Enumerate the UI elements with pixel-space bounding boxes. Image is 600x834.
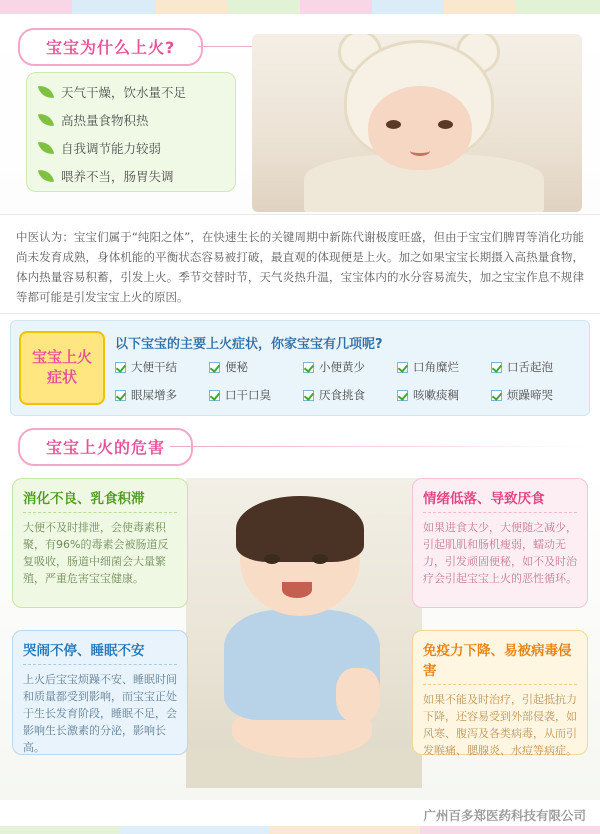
checkbox-icon[interactable]	[209, 390, 220, 401]
symptom-checkbox-item[interactable]	[397, 359, 489, 375]
harm-card-digestion	[12, 478, 188, 608]
baby-mouth	[282, 582, 312, 598]
symptom-checkbox-item[interactable]	[115, 387, 207, 403]
checkbox-icon[interactable]	[397, 362, 408, 373]
symptom-checkbox-item[interactable]	[303, 387, 395, 403]
reason-label: 高热量食物积热	[61, 113, 149, 128]
harm-card-body: 大便不及时排泄，会使毒素积聚，有96%的毒素会被肠道反复吸收，肠道中细菌会大量繁殖，严重危害宝宝健康。	[23, 521, 169, 585]
top-decorative-band	[0, 0, 600, 14]
symptom-tag-line1: 宝宝上火	[31, 348, 92, 366]
section-symptom-checklist	[10, 320, 590, 416]
checkbox-icon[interactable]	[303, 362, 314, 373]
checkbox-icon[interactable]	[491, 362, 502, 373]
symptom-checkbox-item[interactable]	[209, 359, 301, 375]
section1-title-wrap	[18, 28, 203, 66]
symptom-grid	[115, 359, 583, 403]
checkbox-icon[interactable]	[115, 390, 126, 401]
symptom-label: 眼屎增多	[131, 388, 177, 402]
symptom-checkbox-item[interactable]	[491, 387, 583, 403]
reason-label: 喂养不当，肠胃失调	[61, 169, 174, 184]
symptom-checkbox-item[interactable]	[491, 359, 583, 375]
section4-title-wrap	[18, 428, 193, 466]
bottom-decorative-band	[0, 826, 600, 834]
leaf-icon	[38, 140, 54, 156]
symptom-checkbox-item[interactable]	[209, 387, 301, 403]
symptom-label: 烦躁啼哭	[507, 388, 553, 402]
harm-card-heading: 消化不良、乳食积滞	[23, 487, 177, 513]
list-item	[39, 83, 227, 101]
harm-card-heading: 哭闹不停、睡眠不安	[23, 639, 177, 665]
company-name: 广州百多郑医药科技有限公司	[423, 808, 586, 823]
section4-title: 宝宝上火的危害	[18, 428, 193, 466]
leaf-icon	[38, 168, 54, 184]
harm-card-body: 上火后宝宝烦躁不安、睡眠时间和质量都受到影响，而宝宝正处于生长发育阶段，睡眠不足，会影响生长激素的分泌，影响长高。	[23, 673, 177, 754]
symptom-label: 便秘	[225, 360, 248, 374]
tcm-paragraph: 中医认为：宝宝们属于“纯阳之体”，在快速生长的关键周期中新陈代谢极度旺盛，但由于宝宝们脾胃等消化功能尚未发育成熟，身体机能的平衡状态容易被打破，最直观的体现便是上火。加之如果宝宝长期摄入高热量食物，体内热量容易积蓄，引发上火。季节交替时节，天气炎热升温，宝宝体内的水分容易流失，加之宝宝作息不规律等都可能是引发宝宝上火的原因。	[16, 230, 584, 304]
harm-card-sleep	[12, 630, 188, 755]
symptom-label: 口干口臭	[225, 388, 271, 402]
section-tcm-explanation	[0, 214, 600, 314]
leaf-icon	[38, 112, 54, 128]
checkbox-icon[interactable]	[115, 362, 126, 373]
baby-eye-right	[312, 554, 328, 564]
symptom-label: 口舌起泡	[507, 360, 553, 374]
reason-label: 自我调节能力较弱	[61, 141, 162, 156]
list-item	[39, 139, 227, 157]
symptom-tag-line2: 症状	[46, 368, 77, 386]
reason-label: 天气干燥，饮水量不足	[61, 85, 187, 100]
harm-card-body: 如果不能及时治疗，引起抵抗力下降，还容易受到外部侵袭，如风寒、腹泻及各类病毒，从而引发喉痛、腮腺炎、水痘等病症。	[423, 693, 577, 757]
baby-face-shape	[368, 86, 472, 170]
symptom-checkbox-item[interactable]	[115, 359, 207, 375]
symptom-checkbox-item[interactable]	[303, 359, 395, 375]
harm-card-heading: 情绪低落、导致厌食	[423, 487, 577, 513]
baby-arm-shape	[336, 668, 380, 722]
list-item	[39, 167, 227, 185]
symptom-label: 厌食挑食	[319, 388, 365, 402]
baby-eye-left	[386, 120, 401, 129]
list-item	[39, 111, 227, 129]
checkbox-icon[interactable]	[209, 362, 220, 373]
symptom-question: 以下宝宝的主要上火症状，你家宝宝有几项呢?	[115, 337, 383, 352]
section-why-heat	[0, 14, 600, 214]
harm-card-body: 如果进食太少，大便随之减少，引起肌肌和肠机瘦弱，蠕动无力，引发顽固便秘，如不及时治疗会引起宝宝上火的恶性循环。	[423, 521, 577, 585]
section1-title: 宝宝为什么上火?	[18, 28, 203, 66]
symptom-tag	[19, 331, 105, 405]
checkbox-icon[interactable]	[397, 390, 408, 401]
leaf-icon	[38, 84, 54, 100]
harm-card-mood	[412, 478, 588, 608]
checkbox-icon[interactable]	[303, 390, 314, 401]
symptom-label: 咳嗽痰稠	[413, 388, 459, 402]
baby-eye-right	[438, 120, 453, 129]
harm-card-heading: 免疫力下降、易被病毒侵害	[423, 639, 577, 685]
symptom-label: 口角糜烂	[413, 360, 459, 374]
section-harms	[0, 470, 600, 800]
checkbox-icon[interactable]	[491, 390, 502, 401]
reasons-list	[26, 72, 236, 192]
symptom-checkbox-item[interactable]	[397, 387, 489, 403]
baby-hair-shape	[236, 496, 364, 562]
baby-eye-left	[264, 554, 280, 564]
footer	[0, 800, 600, 834]
baby-photo-top	[252, 34, 582, 212]
harm-card-immunity	[412, 630, 588, 755]
baby-photo-bottom	[186, 478, 422, 788]
symptom-label: 大便干结	[131, 360, 177, 374]
symptom-label: 小便黄少	[319, 360, 365, 374]
baby-mouth	[410, 146, 430, 156]
